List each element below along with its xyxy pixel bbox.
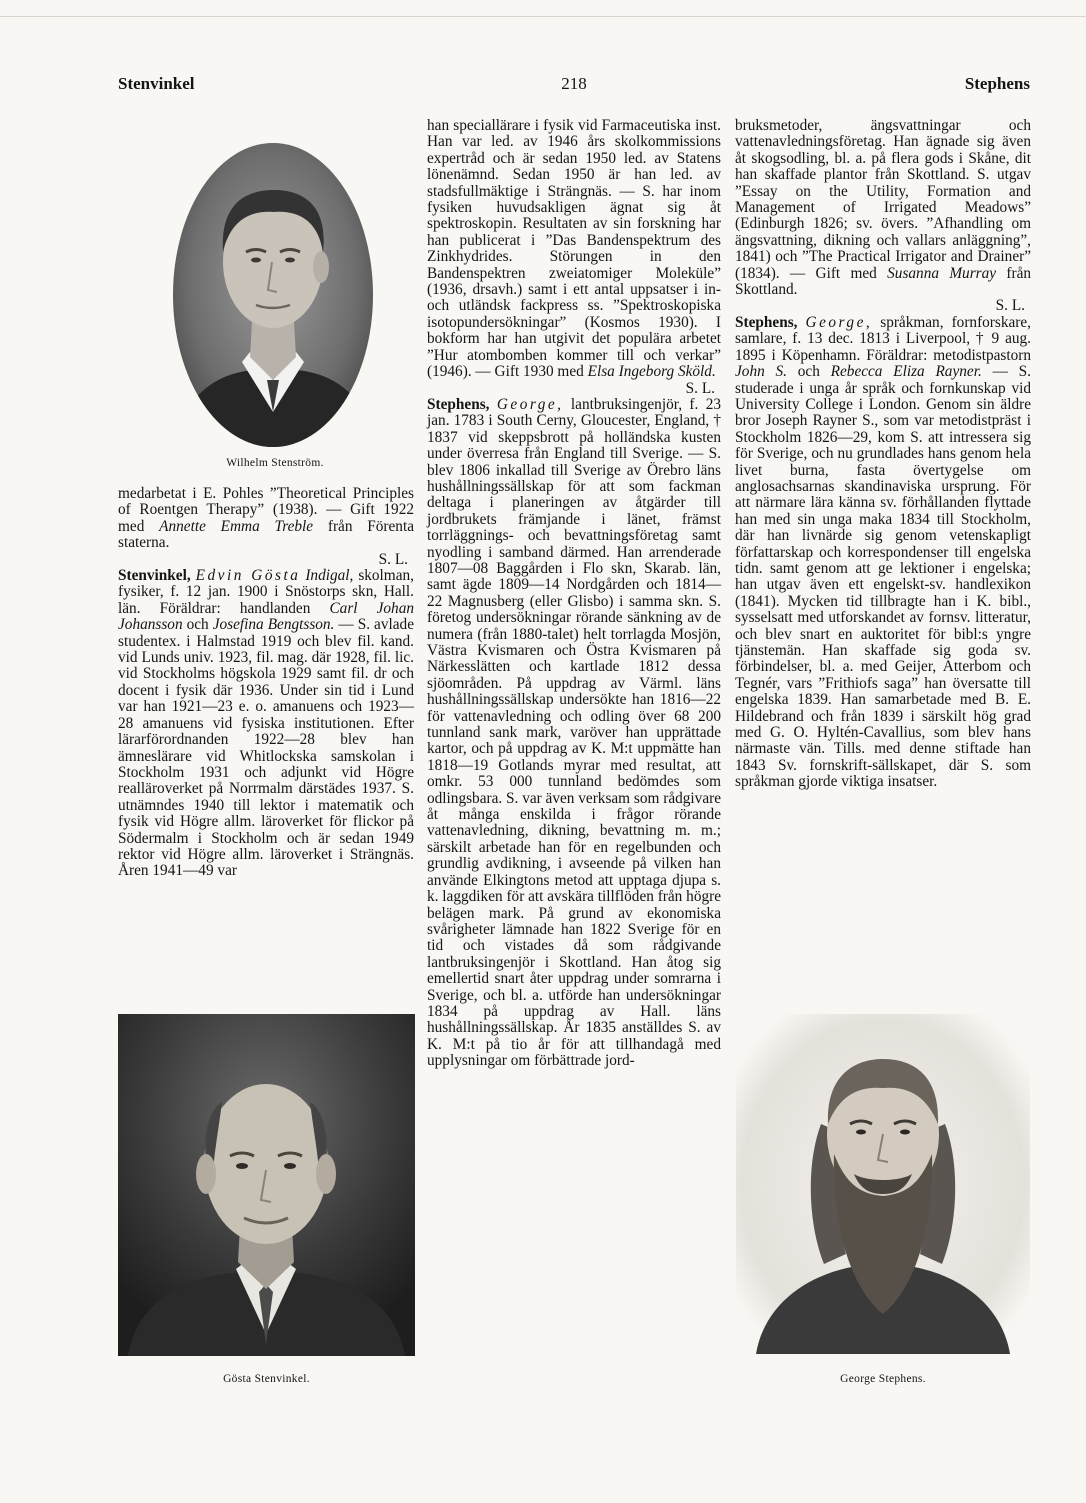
portrait-stenstrom xyxy=(150,112,400,452)
portrait-stephens xyxy=(736,1014,1030,1354)
running-head xyxy=(118,74,1030,100)
col1-entry-stenvinkel xyxy=(118,568,414,880)
page-number: 218 xyxy=(561,74,587,93)
entry-head-stenvinkel: Stenvinkel, xyxy=(118,567,191,585)
col3-paragraph-1 xyxy=(735,118,1031,298)
col3-mother: Rebecca Eliza Rayner. xyxy=(830,363,982,381)
col1-text-1: medarbetat i E. Pohles ”Theoretical Principles of Roentgen Therapy” (1938). — Gift 1922 med xyxy=(118,485,414,535)
col2-text-1: han speciallärare i fysik vid Farmaceutiska inst. Han var led. av 1946 års skolkommissions expertråd och är sedan 1950 led. av Statens lönenämnd. Sedan 1950 är han led. av stadsfullmäktige i Strängnäs. — S. har inom fysiken huvudsakligen ägnat sig åt spektroskopin. Resultaten av sin forskning har han publicerat i ”Das Bandenspektrum des Zinkhydrides. Störungen in den Bandenspektren zweiatomiger Moleküle” (1936, drsavh.) samt i ett antal uppsatser i in- och utländsk fackpress ss. ”Spektroskopiska isotopundersökningar” (Kosmos 1930). I bokform har han utgivit det populära arbetet ”Hur atombomben kommer till och verkar” (1946). — Gift 1930 med xyxy=(427,117,721,381)
entry-head-stephens-2: Stephens, xyxy=(735,313,798,331)
entry-given-stephens-1: George, xyxy=(496,395,564,413)
portrait-stenvinkel-image xyxy=(118,1014,415,1356)
top-rule xyxy=(0,16,1086,17)
column-1 xyxy=(118,486,414,880)
col1-text-3: — S. avlade studentex. i Halmstad 1919 och blev fil. kand. vid Lunds univ. 1923, fil. mag. där 1928, fil. lic. vid Stockholms högskola 1929 samt fil. dr och docent i fysik där 1936. Under sin tid i Lund var han 1921—23 e. o. amanuens och 1923—28 amanuens vid fysiska institutionen. Efter lärarförordnanden 1922—28 blev han ämneslärare vid Whitlockska samskolan i Stockholm 1931 och adjunkt vid Högre realläroverket på Norrmalm därstädes 1937. S. utnämndes 1940 till lektor i matematik och fysik vid Högre allm. läroverket för flickor på Södermalm i Stockholm och är sedan 1949 rektor vid Högre allm. läroverket i Strängnäs. Åren 1941—49 var xyxy=(118,616,414,880)
portrait-stenstrom-image xyxy=(150,112,400,452)
portrait-stephens-image xyxy=(736,1014,1030,1354)
entry-given-stephens-2: George, xyxy=(805,313,873,331)
col3-text-1: bruksmetoder, ängsvattningar och vattenavledningsföretag. Han ägnade sig även åt skogsodling, bl. a. på flera gods i Skåne, dit han skaffade plantor från Skottland. S. utgav ”Essay on the Utility, Formation and Management of Irrigated Meadows” (Edinburgh 1826; sv. övers. ”Afhandling om ängsvattning, dikning och vallars anläggning”, 1841) och ”The Practical Irrigator and Drainer” (1834). — Gift med xyxy=(735,117,1031,282)
col3-father: John S. xyxy=(735,363,787,381)
col3-text-3: — S. studerade i unga år språk och fornkunskap vid University College i London. Genom sin äldre bror Joseph Rayner S., som var metodistpräst i Stockholm 1826—29, kom S. att intressera sig för Sverige, och nu grundlades hans genom hela livet burna, fasta övertygelse om anglosachsarnas skandinaviska ursprung. För att närmare lära känna sv. förhållanden flyttade han med sin unga maka 1834 till Stockholm, där han livnärde sig genom vetenskapligt författarskap och korrespondenser till engelska tidn. samt genom att ge lektioner i engelska; han utgav även ett engelskt-sv. handlexikon (1841). Mycken tid tillbragte han i K. bibl., sysselsatt med utforskandet av fornsv. litteratur, och blev snart en auktoritet för bibl:s yngre tjänstemän. Han skaffade sig goda sv. förbindelser, bl. a. med Geijer, Atterbom och Tegnér, vars ”Frithiofs saga” han översatte till engelska 1839. Han samarbetade med B. E. Hildebrand och från 1839 i särskilt hög grad med G. O. Hyltén-Cavallius, som blev hans närmaste vän. Tills. med denne stiftade han 1843 Sv. fornskrift-sällskapet, där S. som språkman gjorde viktiga insatser. xyxy=(735,363,1031,791)
col1-spouse: Annette Emma Treble xyxy=(159,517,314,535)
caption-stenvinkel: Gösta Stenvinkel. xyxy=(223,1373,310,1385)
header-left: Stenvinkel xyxy=(118,74,195,93)
entry-given2-stenvinkel: Indigal, xyxy=(305,567,354,585)
col2-text-2: lantbruksingenjör, f. 23 jan. 1783 i South Cerny, Gloucester, England, † 1837 vid skeppsbrott på holländska kusten under överresa från England till Sverige. — S. blev 1806 inkallad till Sverige av Örebro läns hushållningssällskap för att som fackman deltaga i planeringen av åtgärder till jordbrukets främjande i länet, främst torrläggnings- och bevattningsföretag samt nyodling i samband därmed. Han arrenderade 1807—08 Baggården i Flo skn, Skarab. län, samt ägde 1809—14 Nordgården och 1814—22 Magnusberg (eller Glisbo) i samma skn. S. företog undersökningar rörande sänkning av de numera (från 1880-talet) helt torrlagda Mosjön, Västra Kvismaren och Östra Kvismaren på Närkesslätten och kartlade 1812 dessa sjöområden. På uppdrag av Värml. läns hushållningssällskap undersökte han 1816—22 för vattenavledning och odling över 68 200 tunnland sank mark, varöver han upprättade kartor, och på uppdrag av K. M:t uppmätte han 1818—19 Gotlands myrar med resultat, att omkr. 53 000 tunnland bedömdes som odlingsbara. S. var även verksam som rådgivare åt många enskilda i frågor rörande vattenavledning, dikning, bevattning m. m.; särskilt arbetade han för en regelbunden och grundlig avdikning, i avseende på vilken han använde Elkingtons metod att upptaga djupa s. k. laggdiken för att avskära tillflöden från högre belägen mark. På grund av ekonomiska svårigheter lämnade han 1822 Sverige för en tid och vistades då som rådgivande lantbruksingenjör i Skottland. Han åtog sig emellertid snart åter uppdrag under somrarna i Sverige, och bl. a. utförde han undersökningar 1834 på uppdrag av Hall. läns hushållningssällskap. År 1835 anställdes S. av K. M:t på tio år för att tillhandagå med upplysningar om förbättrade jord- xyxy=(427,395,721,1070)
col3-entry-stephens-george-1813 xyxy=(735,315,1031,791)
caption-stenstrom: Wilhelm Stenström. xyxy=(226,457,324,469)
entry-given-stenvinkel: Edvin Gösta xyxy=(195,567,301,585)
col3-and: och xyxy=(787,363,831,381)
col3-text-2: språkman, fornforskare, samlare, f. 13 dec. 1813 i Liverpool, † 9 aug. 1895 i Köpenhamn. Föräldrar: metodistpastorn xyxy=(735,313,1031,364)
col3-signature-1: S. L. xyxy=(995,297,1025,315)
col2-paragraph-1 xyxy=(427,118,721,381)
col1-mother: Josefina Bengtsson. xyxy=(212,616,335,634)
caption-stephens: George Stephens. xyxy=(840,1373,926,1385)
col1-text-2: skolman, fysiker, f. 12 jan. 1900 i Snöstorps skn, Hall. län. Föräldrar: handlanden xyxy=(118,567,414,617)
col1-signature-1: S. L. xyxy=(378,550,408,568)
col1-father: Carl Johan Johansson xyxy=(118,599,414,634)
col1-and: och xyxy=(182,616,213,634)
col3-text-1-end: från Skottland. xyxy=(735,264,1032,299)
column-3 xyxy=(735,118,1031,791)
col2-signature-1: S. L. xyxy=(685,379,715,397)
portrait-stenvinkel xyxy=(118,1014,415,1356)
column-2 xyxy=(427,118,721,1070)
col1-paragraph-1 xyxy=(118,486,414,552)
col1-text-1-end: från Förenta staterna. xyxy=(118,517,414,552)
entry-head-stephens-1: Stephens, xyxy=(427,395,490,413)
header-right: Stephens xyxy=(964,74,1030,93)
col2-spouse: Elsa Ingeborg Sköld. xyxy=(587,363,716,381)
col3-spouse: Susanna Murray xyxy=(887,264,997,282)
col2-entry-stephens-george-1783 xyxy=(427,397,721,1070)
